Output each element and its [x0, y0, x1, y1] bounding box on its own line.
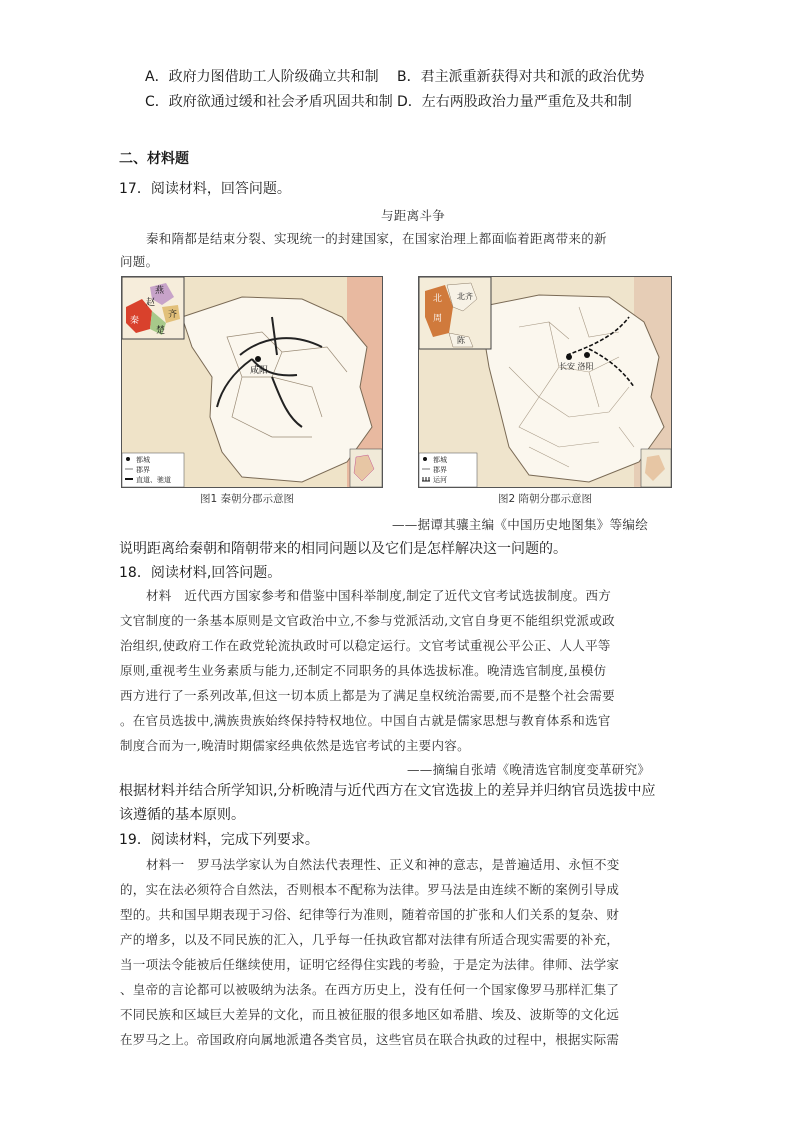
- sui-map: [418, 276, 672, 488]
- q18-material-line-1: 材料 近代西方国家参考和借鉴中国科举制度,制定了近代文官考试选拔制度。西方: [146, 588, 612, 603]
- q19-material-line-8: 在罗马之上。帝国政府向属地派遣各类官员，这些官员在联合执政的过程中，根据实际需: [120, 1032, 620, 1047]
- qin-map-caption: 图1 秦朝分郡示意图: [200, 493, 295, 505]
- qin-inset-label-yan: 燕: [155, 286, 165, 296]
- qin-inset-label-qin: 秦: [130, 316, 140, 326]
- q19-prompt: 19．阅读材料，完成下列要求。: [119, 832, 319, 848]
- q18-material-line-2: 文官制度的一条基本原则是文官政治中立,不参与党派活动,文官自身更不能组织党派或政: [120, 613, 615, 628]
- qin-legend-capital: 都城: [136, 456, 150, 464]
- q19-material-line-6: 、皇帝的言论都可以被吸纳为法条。在西方历史上，没有任何一个国家像罗马那样汇集了: [120, 982, 620, 997]
- option-b: B．君主派重新获得对共和派的政治优势: [397, 69, 645, 85]
- q18-prompt: 18．阅读材料,回答问题。: [119, 565, 282, 581]
- q17-question: 说明距离给秦朝和隋朝带来的相同问题以及它们是怎样解决这一问题的。: [119, 541, 567, 557]
- qin-map: [121, 276, 383, 488]
- q19-material-line-4: 产的增多，以及不同民族的汇入，几乎每一任执政官都对法律有所适合现实需要的补充，: [120, 932, 620, 947]
- q17-prompt: 17．阅读材料，回答问题。: [119, 181, 291, 197]
- q19-material-line-3: 型的。共和国早期表现于习俗、纪律等行为准则，随着帝国的扩张和人们关系的复杂、财: [120, 907, 620, 922]
- q17-material-line-2: 问题。: [120, 254, 159, 269]
- q17-source: ——据谭其骧主编《中国历史地图集》等编绘: [392, 517, 649, 532]
- q19-material-line-7: 不同民族和区域巨大差异的文化，而且被征服的很多地区如希腊、埃及、波斯等的文化远: [120, 1007, 620, 1022]
- sui-legend-boundary: 郡界: [433, 466, 447, 474]
- q18-question-line-2: 该遵循的基本原则。: [119, 807, 245, 823]
- q18-material-line-3: 治组织,使政府工作在政党轮流执政时可以稳定运行。文官考试重视公平公正、人人平等: [120, 638, 611, 653]
- sui-inset-label-bei: 北: [433, 294, 443, 304]
- option-a: A．政府力图借助工人阶级确立共和制: [145, 69, 379, 85]
- option-d: D．左右两股政治力量严重危及共和制: [397, 94, 632, 110]
- qin-legend-roads: 直道、驰道: [136, 476, 171, 484]
- qin-map-graphic: [122, 277, 382, 487]
- sui-capital-labels: 长安 洛阳: [559, 362, 594, 371]
- qin-inset-label-qi: 齐: [168, 310, 178, 320]
- qin-inset-label-zhao: 赵: [146, 298, 156, 308]
- qin-capital-label: 咸阳: [250, 366, 269, 376]
- q19-material-line-2: 的，实在法必须符合自然法，否则根本不配称为法律。罗马法是由连续不断的案例引导成: [120, 882, 620, 897]
- sui-map-caption: 图2 隋朝分郡示意图: [498, 493, 593, 505]
- q17-material-line-1: 秦和隋都是结束分裂、实现统一的封建国家，在国家治理上都面临着距离带来的新: [146, 231, 607, 246]
- q18-question-line-1: 根据材料并结合所学知识,分析晚清与近代西方在文官选拔上的差异并归纳官员选拔中应: [119, 783, 656, 799]
- qin-inset-label-chu: 楚: [156, 326, 166, 336]
- sui-inset-label-zhou: 周: [433, 314, 443, 324]
- q18-material-line-7: 制度合而为一,晚清时期儒家经典依然是选官考试的主要内容。: [120, 738, 470, 753]
- q18-material-line-5: 西方进行了一系列改革,但这一切本质上都是为了满足皇权统治需要,而不是整个社会需要: [120, 688, 615, 703]
- qin-legend-boundary: 郡界: [136, 466, 150, 474]
- sui-inset-label-chen: 陈: [457, 336, 465, 345]
- q19-material-line-5: 当一项法令能被后任继续使用，证明它经得住实践的考验，于是定为法律。律师、法学家: [120, 957, 620, 972]
- sui-map-graphic: [419, 277, 671, 487]
- sui-inset-label-beiqi: 北齐: [457, 292, 473, 301]
- option-c: C．政府欲通过缓和社会矛盾巩固共和制: [145, 94, 393, 110]
- sui-legend-canal: 运河: [433, 476, 447, 484]
- q18-material-line-4: 原则,重视考生业务素质与能力,还制定不同职务的具体选拔标准。晚清选官制度,虽模仿: [120, 663, 607, 678]
- q18-material-line-6: 。在官员选拔中,满族贵族始终保持特权地位。中国自古就是儒家思想与教育体系和选官: [120, 713, 611, 728]
- section-title: 二、材料题: [119, 151, 189, 167]
- q17-material-title: 与距离斗争: [381, 208, 446, 223]
- q18-source: ——摘编自张靖《晚清选官制度变革研究》: [407, 762, 651, 777]
- q19-material-line-1: 材料一 罗马法学家认为自然法代表理性、正义和神的意志，是普遍适用、永恒不变: [146, 857, 620, 872]
- sui-legend-capital: 都城: [433, 456, 447, 464]
